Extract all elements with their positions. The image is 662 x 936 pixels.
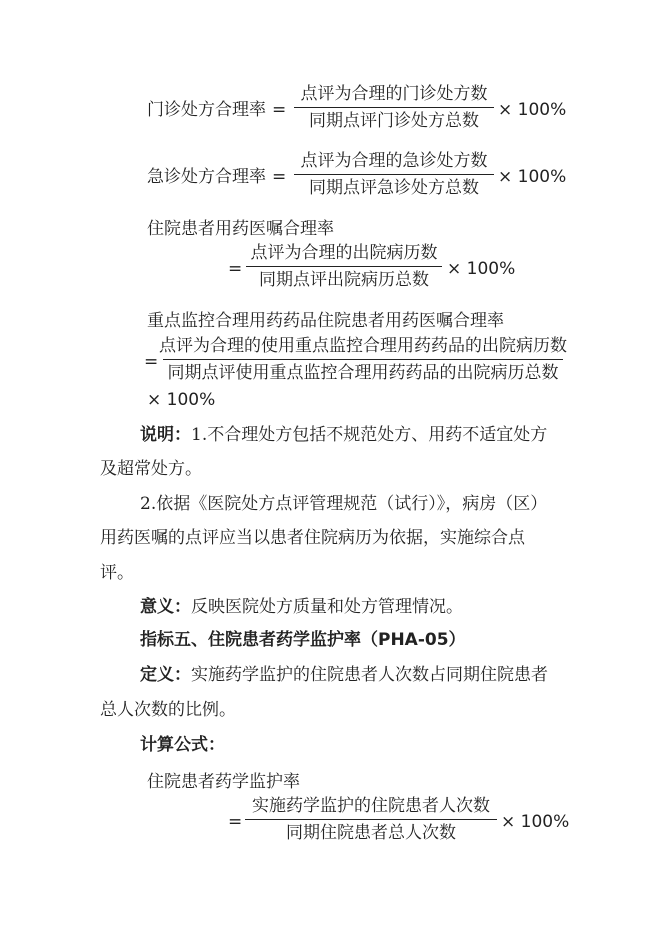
formula3-label: 住院患者用药医嘱合理率	[147, 219, 334, 239]
formula2-fraction	[294, 151, 494, 198]
note-paragraph1	[140, 425, 547, 445]
calc-label: 计算公式：	[140, 735, 225, 755]
formula2-denominator: 同期点评急诊处方总数	[309, 178, 479, 198]
formula4-multiplier: × 100%	[147, 390, 216, 410]
formula1-numerator: 点评为合理的门诊处方数	[300, 84, 488, 104]
meaning-label: 意义：	[140, 597, 191, 617]
formula2-label: 急诊处方合理率	[147, 167, 266, 187]
formula4-fraction-bar	[163, 359, 563, 360]
formula1-multiplier: × 100%	[498, 100, 567, 120]
note-item2-line3: 评。	[100, 563, 134, 583]
formula5-numerator: 实施药学监护的住院患者人次数	[252, 796, 490, 816]
formula5-label: 住院患者药学监护率	[147, 772, 300, 792]
formula1-equals: =	[272, 100, 287, 120]
formula3-denominator: 同期点评出院病历总数	[259, 270, 429, 290]
formula3-fraction	[246, 243, 442, 290]
definition-label: 定义：	[140, 665, 191, 685]
definition-paragraph1	[140, 665, 548, 685]
formula4-label: 重点监控合理用药药品住院患者用药医嘱合理率	[147, 311, 504, 331]
formula2-multiplier: × 100%	[498, 167, 567, 187]
note-label: 说明：	[140, 425, 191, 445]
formula3-fraction-bar	[246, 266, 442, 267]
formula5-fraction	[245, 796, 497, 843]
formula1-fraction-bar	[294, 107, 494, 108]
definition-line2: 总人次数的比例。	[100, 700, 236, 720]
formula3-numerator: 点评为合理的出院病历数	[250, 243, 438, 263]
formula1-fraction	[294, 84, 494, 131]
formula1-label: 门诊处方合理率	[147, 100, 266, 120]
note-item1-line2: 及超常处方。	[100, 459, 202, 479]
formula1-denominator: 同期点评门诊处方总数	[309, 111, 479, 131]
formula5-multiplier: × 100%	[501, 812, 570, 832]
meaning-paragraph	[140, 597, 463, 617]
formula3-equals: =	[228, 259, 243, 279]
note-item2-line2: 用药医嘱的点评应当以患者住院病历为依据，实施综合点	[100, 528, 525, 548]
formula2-equals: =	[272, 167, 287, 187]
formula4-equals: =	[144, 352, 159, 372]
meaning-text: 反映医院处方质量和处方管理情况。	[191, 597, 463, 617]
formula5-fraction-bar	[245, 819, 497, 820]
formula2-fraction-bar	[294, 174, 494, 175]
indicator-title: 指标五、住院患者药学监护率（PHA-05）	[140, 630, 466, 650]
formula2-numerator: 点评为合理的急诊处方数	[300, 151, 488, 171]
formula4-fraction	[159, 336, 567, 383]
note-item2-line1: 2.依据《医院处方点评管理规范（试行）》，病房（区）	[140, 494, 548, 514]
formula5-equals: =	[228, 812, 243, 832]
formula4-numerator: 点评为合理的使用重点监控合理用药药品的出院病历数	[159, 336, 567, 356]
formula3-multiplier: × 100%	[447, 259, 516, 279]
formula5-denominator: 同期住院患者总人次数	[286, 823, 456, 843]
note-item1-line1: 1.不合理处方包括不规范处方、用药不适宜处方	[191, 425, 548, 445]
definition-line1: 实施药学监护的住院患者人次数占同期住院患者	[191, 665, 548, 685]
formula4-denominator: 同期点评使用重点监控合理用药药品的出院病历总数	[167, 363, 559, 383]
